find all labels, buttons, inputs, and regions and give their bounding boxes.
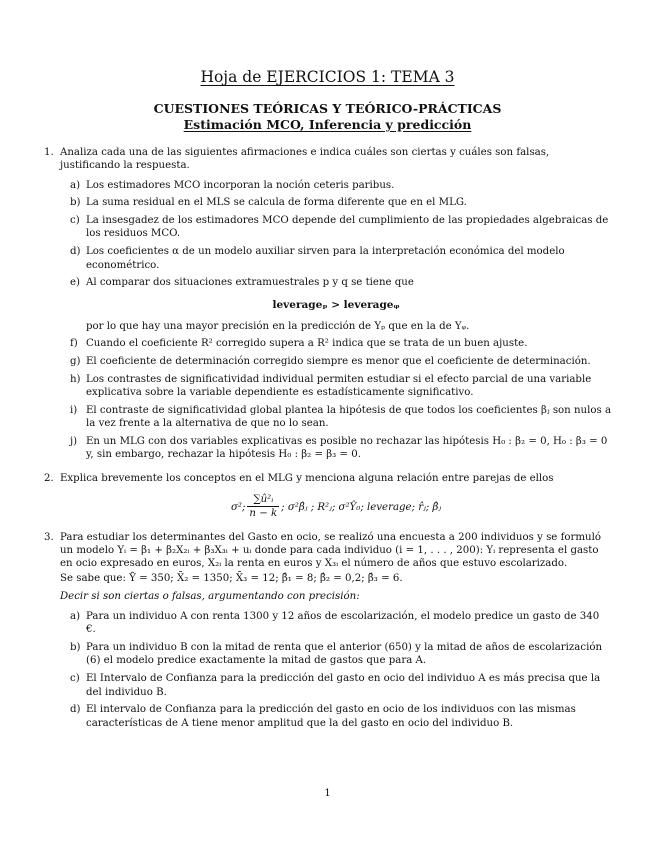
question-number: 2. xyxy=(44,472,54,484)
page-number: 1 xyxy=(324,788,331,799)
item-list xyxy=(60,179,612,290)
item-list xyxy=(60,337,612,461)
page-title: Hoja de EJERCICIOS 1: TEMA 3 xyxy=(200,68,455,86)
list-item: h) Los contrastes de significatividad individual permiten estudiar si el efecto parcial de una variable explicativa sobre la variable dependiente es estadísticamente significativo. xyxy=(70,373,592,399)
item-list xyxy=(60,610,612,730)
fraction: $\frac{\text{∑û²ᵢ}}{n - k}$ xyxy=(249,493,278,520)
question-text: Explica brevemente los conceptos en el MLG y menciona alguna relación entre parejas de ellos xyxy=(60,472,554,484)
question-text: Analiza cada una de las siguientes afirmaciones e indica cuáles son ciertas y cuáles son falsas, justificando la respuesta. xyxy=(60,147,550,172)
section-heading: CUESTIONES TEÓRICAS Y TEÓRICO-PRÁCTICAS xyxy=(153,101,502,116)
list-item: i) El contraste de significatividad global plantea la hipótesis de que todos los coeficientes βⱼ son nulos a la vez frente a la alternativa de que no lo sean. xyxy=(70,404,612,430)
list-item: b) Para un individuo B con la mitad de renta que el anterior (650) y la mitad de años de escolarización (6) el modelo predice exactamente la mitad de gastos que para A. xyxy=(70,642,603,667)
question-1 xyxy=(44,146,612,462)
list-item: f) Cuando el coeficiente R² corregido supera a R² indica que se trata de un buen ajuste. xyxy=(70,338,528,350)
item-continuation: por lo que hay una mayor precisión en la predicción de Yₚ que en la de Yᵩ. xyxy=(86,320,470,332)
list-item: e) Al comparar dos situaciones extramuestrales p y q se tiene que xyxy=(70,277,414,289)
list-item: c) El Intervalo de Confianza para la predicción del gasto en ocio del individuo A es más precisa que la del individuo B. xyxy=(70,673,601,698)
instruction: Decir si son ciertas o falsas, argumentando con precisión: xyxy=(60,590,360,602)
list-item: c) La insesgadez de los estimadores MCO depende del cumplimiento de las propiedades algebraicas de los residuos MCO. xyxy=(70,215,609,240)
list-item: d) El intervalo de Confianza para la predicción del gasto en ocio de los individuos con las mismas características de A tiene menor amplitud que la del gasto en ocio del individuo B. xyxy=(70,704,576,729)
known-values: Se sabe que: Ȳ = 350; X̄₂ = 1350; X̄₃ = 12; β̂₁ = 8; β̂₂ = 0,2; β̂₃ = 6. xyxy=(60,573,403,585)
question-number: 3. xyxy=(44,531,54,543)
question-number: 1. xyxy=(44,147,54,158)
list-item: a) Para un individuo A con renta 1300 y 12 años de escolarización, el modelo predice un gasto de 340 €. xyxy=(70,611,600,636)
display-equation: leverageₚ > leverageᵩ xyxy=(272,298,400,311)
section-subheading: Estimación MCO, Inferencia y predicción xyxy=(183,117,472,132)
exercises xyxy=(44,146,612,734)
list-item: a) Los estimadores MCO incorporan la noción ceteris paribus. xyxy=(70,179,395,191)
question-2 xyxy=(44,472,612,521)
question-3 xyxy=(44,531,612,730)
list-item: d) Los coeficientes α de un modelo auxiliar sirven para la interpretación económica del modelo econométrico. xyxy=(70,246,565,271)
list-item: j) En un MLG con dos variables explicativas es posible no rechazar las hipótesis H₀ : β₂ = 0, H₀ : β₃ = 0 y, sin embargo, rechazar la hipótesis H₀ : β₂ = β₃ = 0. xyxy=(70,436,608,461)
list-item: b) La suma residual en el MLS se calcula de forma diferente que en el MLG. xyxy=(70,197,467,209)
question-text: Para estudiar los determinantes del Gasto en ocio, se realizó una encuesta a 200 individuos y se formuló un modelo Yᵢ = β₁ + β₂X₂ᵢ + β₃X₃ᵢ + uᵢ donde para cada individuo (i = 1, . . . , 200): Yᵢ representa el gasto en ocio expresado en euros, X₂ᵢ la renta en euros y X₃ᵢ el número de años que estuvo escolarizado. xyxy=(60,531,601,570)
list-item: g) El coeficiente de determinación corregido siempre es menor que el coeficiente de determinación. xyxy=(70,356,591,368)
concepts-equation: σ²; $\frac{\text{∑û²ᵢ}}{n - k}$ ; σ²β̂ⱼ ; R²ⱼ; σ²Ŷ₀; leverage; r̂ⱼ; β̂ⱼ xyxy=(230,493,442,520)
